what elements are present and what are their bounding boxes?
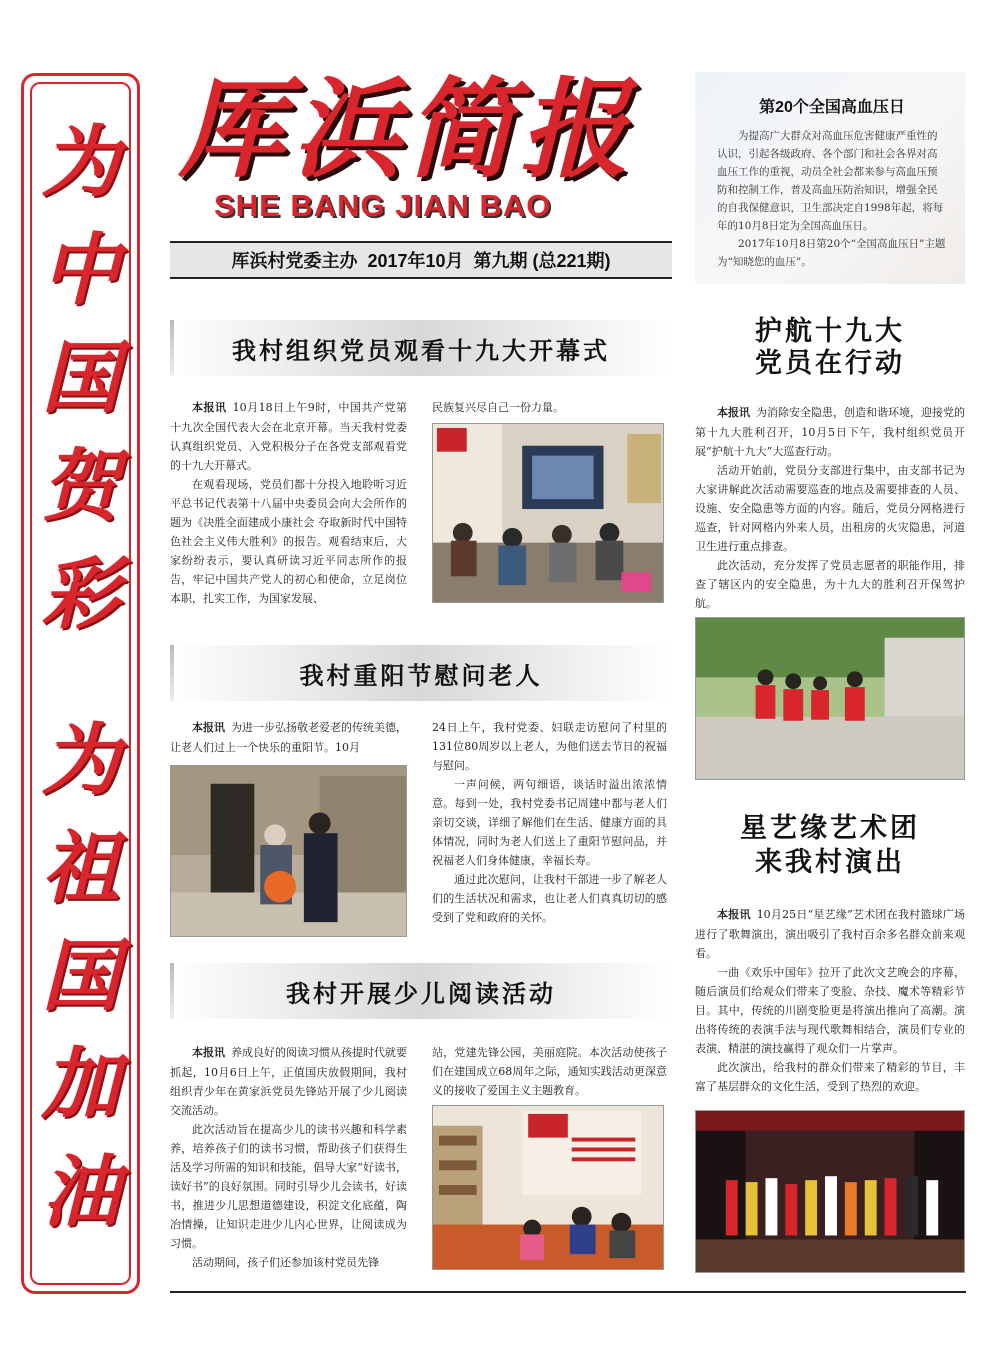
article1-photo bbox=[432, 423, 664, 603]
article3-para: 站，党建先锋公园，美丽庭院。本次活动使孩子们在建国成立68周年之际，通知实践活动更深意义的接收了爱国主义主题教育。 bbox=[432, 1046, 667, 1097]
article3-photo bbox=[432, 1105, 664, 1270]
article2-title: 我村重阳节慰问老人 bbox=[299, 662, 543, 690]
banner-char: 国 bbox=[41, 333, 120, 424]
article4-text bbox=[695, 403, 965, 613]
hypertension-para: 为提高广大群众对高血压危害健康严重性的认识，引起各级政府、各个部门和社会各界对高血压工作的重视，动员全社会都来参与高血压预防和控制工作，普及高血压防治知识，增强全民的自我保健意识，卫生部决定自1998年起，将每年的10月8日定为全国高血压日。 bbox=[717, 130, 944, 232]
side-banner bbox=[21, 73, 140, 1294]
banner-char: 贺 bbox=[41, 441, 120, 532]
article5-para-text: 10月25日“星艺缘”艺术团在我村篮球广场进行了歌舞演出，演出吸引了我村百余多名群众前来观看。 bbox=[695, 908, 965, 960]
article2-para: 通过此次慰问，让我村干部进一步了解老人们的生活状况和需求，也让老人们真真切切的感受到了党和政府的关怀。 bbox=[432, 873, 667, 924]
article5-para: 此次演出，给我村的群众们带来了精彩的节目，丰富了基层群众的文化生活，受到了热烈的欢迎。 bbox=[695, 1061, 965, 1093]
article5-para: 一曲《欢乐中国年》拉开了此次文艺晚会的序幕，随后演员们给观众们带来了变脸、杂技、魔术等精彩节目。其中，传统的川剧变脸更是将演出推向了高潮。演出将传统的表演手法与现代歌舞相结合，演员们专业的表演、精湛的演技赢得了观众们一片掌声。 bbox=[695, 966, 965, 1055]
lead-label: 本报讯 bbox=[192, 402, 227, 414]
article2-col2 bbox=[432, 718, 667, 927]
banner-char: 中 bbox=[41, 225, 120, 316]
hypertension-title: 第20个全国高血压日 bbox=[759, 99, 905, 116]
banner-char: 油 bbox=[41, 1147, 120, 1238]
article3-para-text: 养成良好的阅读习惯从孩提时代就要抓起，10月6日上午，正值国庆放假期间，我村组织青少年在黄家浜党员先锋站开展了少儿阅读交流活动。 bbox=[170, 1046, 407, 1117]
article3-header bbox=[170, 963, 672, 1019]
article2-para: 24日上午，我村党委、妇联走访慰问了村里的131位80周岁以上老人，为他们送去节日的祝福与慰问。 bbox=[432, 721, 667, 772]
banner-char: 为 bbox=[41, 715, 120, 806]
article2-header bbox=[170, 645, 672, 701]
banner-char: 彩 bbox=[41, 549, 120, 640]
article5-title-line1: 星艺缘艺术团 bbox=[740, 813, 920, 843]
article1-col1 bbox=[170, 398, 407, 608]
article3-col2 bbox=[432, 1043, 667, 1100]
article5-text bbox=[695, 905, 965, 1096]
banner-char: 国 bbox=[41, 931, 120, 1022]
banner-char: 加 bbox=[41, 1039, 120, 1130]
article1-para: 在观看现场，党员们都十分投入地聆听习近平总书记代表第十八届中央委员会向大会所作的题为《决胜全面建成小康社会 夺取新时代中国特色社会主义伟大胜利》的报告。观看结束后，大家纷纷表示，要认真研读习近平同志所作的报告，牢记中国共产党人的初心和使命，立足岗位本职，扎实工作，为国家发展、 bbox=[170, 478, 407, 605]
article3-para: 活动期间，孩子们还参加该村党员先锋 bbox=[192, 1256, 379, 1269]
article3-para bbox=[170, 1043, 407, 1120]
article4-title-line1: 护航十九大 bbox=[755, 316, 905, 346]
elderly-visit-image bbox=[171, 766, 406, 936]
hypertension-para: 2017年10月8日第20个“全国高血压日”主题为“知晓您的血压”。 bbox=[717, 238, 946, 268]
performance-image bbox=[696, 1111, 964, 1272]
article4-para-text: 为消除安全隐患，创造和谐环境，迎接党的第十九大胜利召开，10月5日下午，我村组织党员开展“护航十九大”大巡查行动。 bbox=[695, 406, 965, 458]
meeting-scene-image bbox=[433, 424, 663, 602]
article2-photo bbox=[170, 765, 407, 937]
article5-para bbox=[695, 905, 965, 963]
banner-char: 祖 bbox=[41, 823, 120, 914]
lead-label: 本报讯 bbox=[717, 909, 751, 921]
patrol-image bbox=[696, 618, 964, 779]
side-banner-inner bbox=[30, 82, 131, 1285]
article3-para: 此次活动旨在提高少儿的读书兴趣和科学素养，培养孩子们的读书习惯，帮助孩子们获得生活及学习所需的知识和技能，倡导大家“好读书，读好书”的良好氛围。同时引导少儿会读书，好读书，推进少儿思想道德建设，积淀文化底蕴，陶冶情操，让知识走进少儿内心世界，让阅读成为习惯。 bbox=[170, 1123, 407, 1250]
article4-para: 此次活动，充分发挥了党员志愿者的职能作用，排查了辖区内的安全隐患，为十九大的胜利召开保驾护航。 bbox=[695, 559, 965, 610]
article5-photo bbox=[695, 1110, 965, 1273]
article4-para bbox=[695, 403, 965, 461]
article2-para-text: 为进一步弘扬敬老爱老的传统美德，让老人们过上一个快乐的重阳节。10月 bbox=[170, 721, 407, 754]
article2-col1 bbox=[170, 718, 407, 757]
lead-label: 本报讯 bbox=[717, 407, 750, 419]
banner-char: 为 bbox=[41, 117, 120, 208]
article4-para: 活动开始前，党员分支部进行集中，由支部书记为大家讲解此次活动需要巡查的地点及需要排查的人员、设施、安全隐患等方面的内容。随后，党员分网格进行巡查，针对网格内外来人员，出租房的火灾隐患，河道卫生进行重点排查。 bbox=[695, 464, 965, 553]
article4-photo bbox=[695, 617, 965, 780]
article1-header bbox=[170, 320, 672, 376]
article4-title-line2: 党员在行动 bbox=[755, 348, 905, 378]
article3-col1 bbox=[170, 1043, 407, 1272]
hypertension-box bbox=[695, 72, 965, 284]
article1-title: 我村组织党员观看十九大开幕式 bbox=[232, 337, 610, 365]
article1-para-text: 10月18日上午9时，中国共产党第十九次全国代表大会在北京开幕。当天我村党委认真组织党员、入党积极分子在各党支部观看党的十九大开幕式。 bbox=[170, 401, 407, 472]
article1-col2 bbox=[432, 398, 667, 417]
masthead-title: 厍浜简报 bbox=[178, 67, 635, 193]
issue-bar bbox=[170, 241, 672, 279]
masthead-subtitle: SHE BANG JIAN BAO bbox=[214, 188, 552, 223]
reading-activity-image bbox=[433, 1106, 663, 1269]
article2-para bbox=[170, 718, 407, 757]
article5-title-line2: 来我村演出 bbox=[755, 847, 905, 877]
article2-para: 一声问候，两句细语，谈话时溢出浓浓情意。每到一处，我村党委书记周建中都与老人们亲切交谈，详细了解他们在生活、健康方面的具体情况，同时为老人们送上了重阳节慰问品，并祝福老人们身体健康，幸福长寿。 bbox=[432, 778, 667, 867]
article1-para: 民族复兴尽自己一份力量。 bbox=[432, 401, 564, 414]
article3-title: 我村开展少儿阅读活动 bbox=[286, 980, 556, 1008]
lead-label: 本报讯 bbox=[192, 722, 225, 734]
bottom-rule bbox=[170, 1291, 966, 1293]
article1-para bbox=[170, 398, 407, 475]
lead-label: 本报讯 bbox=[192, 1047, 225, 1059]
issue-text: 厍浜村党委主办 2017年10月 第九期 (总221期) bbox=[231, 251, 611, 271]
